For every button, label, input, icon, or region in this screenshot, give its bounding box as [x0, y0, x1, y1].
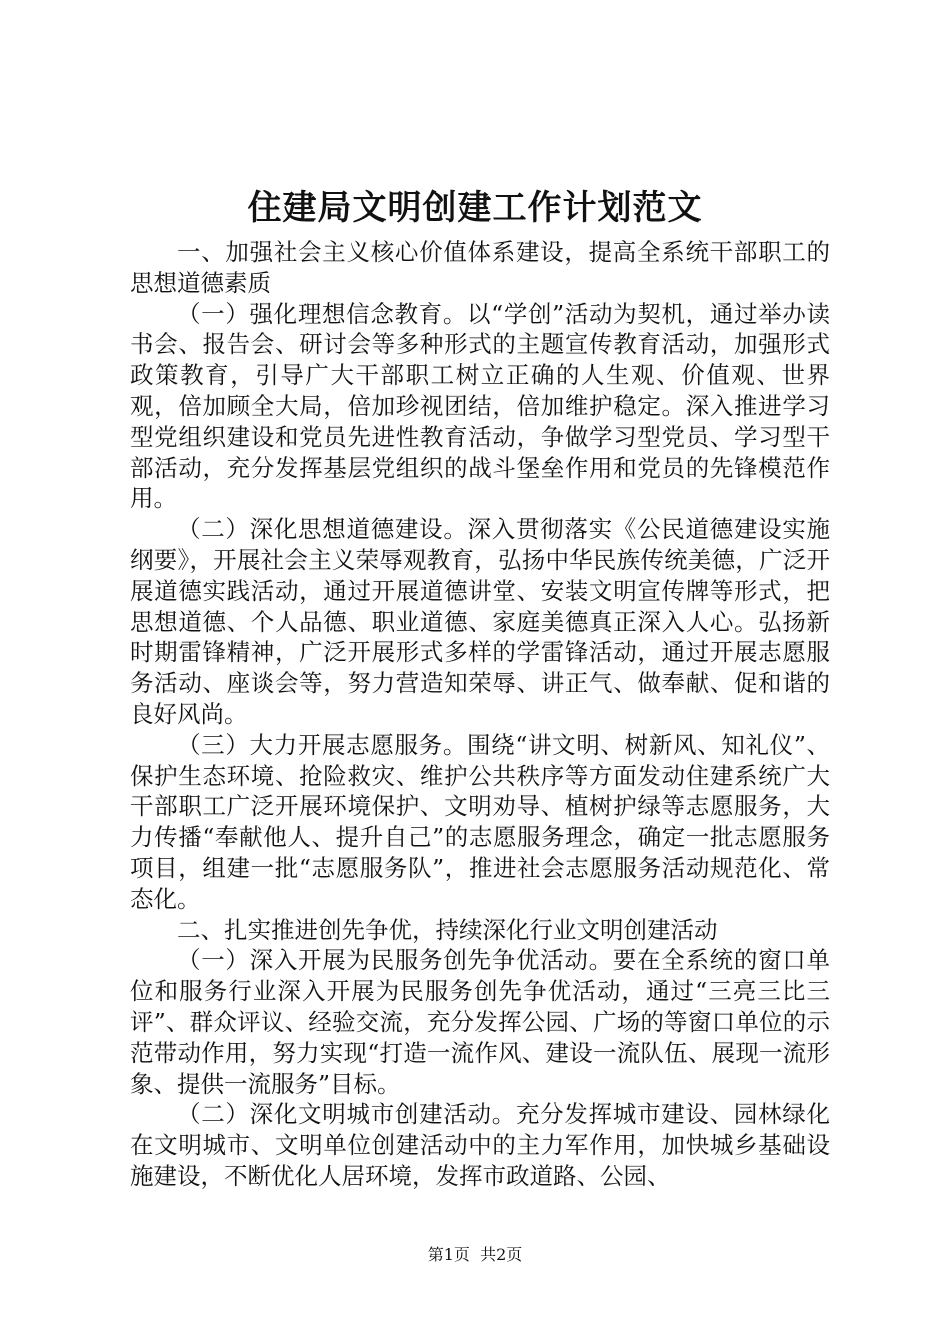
section-heading-2: 二、扎实推进创先争优，持续深化行业文明创建活动 — [177, 915, 718, 944]
paragraph: （一）强化理想信念教育。以“学创”活动为契机，通过举办读书会、报告会、研讨会等多种形式的主题宣传教育活动，加强形式政策教育，引导广大干部职工树立正确的人生观、价值观、世界观，倍加顾全大局，倍加珍视团结，倍加维护稳定。深入推进学习型党组织建设和党员先进性教育活动，争做学习型党员、学习型干部活动，充分发挥基层党组织的战斗堡垒作用和党员的先锋模范作用。 — [130, 299, 830, 513]
paragraph: （二）深化思想道德建设。深入贯彻落实《公民道德建设实施纲要》，开展社会主义荣辱观教育，弘扬中华民族传统美德，广泛开展道德实践活动，通过开展道德讲堂、安装文明宣传牌等形式，把思想道德、个人品德、职业道德、家庭美德真正深入人心。弘扬新时期雷锋精神，广泛开展形式多样的学雷锋活动，通过开展志愿服务活动、座谈会等，努力营造知荣辱、讲正气、做奉献、促和谐的良好风尚。 — [130, 515, 830, 728]
section-heading-1: 一、加强社会主义核心价值体系建设，提高全系统干部职工的思想道德素质 — [130, 238, 830, 297]
paragraph: （一）深入开展为民服务创先争优活动。要在全系统的窗口单位和服务行业深入开展为民服务创先争优活动，通过“三亮三比三评”、群众评议、经验交流，充分发挥公园、广场的等窗口单位的示范带动作用，努力实现“打造一流作风、建设一流队伍、展现一流形象、提供一流服务”目标。 — [130, 946, 830, 1098]
page-footer — [0, 1244, 950, 1266]
document-title: 住建局文明创建工作计划范文 — [247, 188, 703, 228]
footer-separator — [470, 1245, 480, 1264]
paragraph: （三）大力开展志愿服务。围绕“讲文明、树新风、知礼仪”、保护生态环境、抢险救灾、维护公共秩序等方面发动住建系统广大干部职工广泛开展环境保护、文明劝导、植树护绿等志愿服务，大力传播“奉献他人、提升自己”的志愿服务理念，确定一批志愿服务项目，组建一批“志愿服务队”，推进社会志愿服务活动规范化、常态化。 — [130, 730, 830, 913]
document-body — [130, 237, 830, 1192]
paragraph: （二）深化文明城市创建活动。充分发挥城市建设、园林绿化在文明城市、文明单位创建活动中的主力军作用，加快城乡基础设施建设，不断优化人居环境，发挥市政道路、公园、 — [130, 1100, 830, 1190]
page-number-total: 共2页 — [480, 1245, 523, 1264]
page-number-current: 第1页 — [427, 1245, 470, 1264]
